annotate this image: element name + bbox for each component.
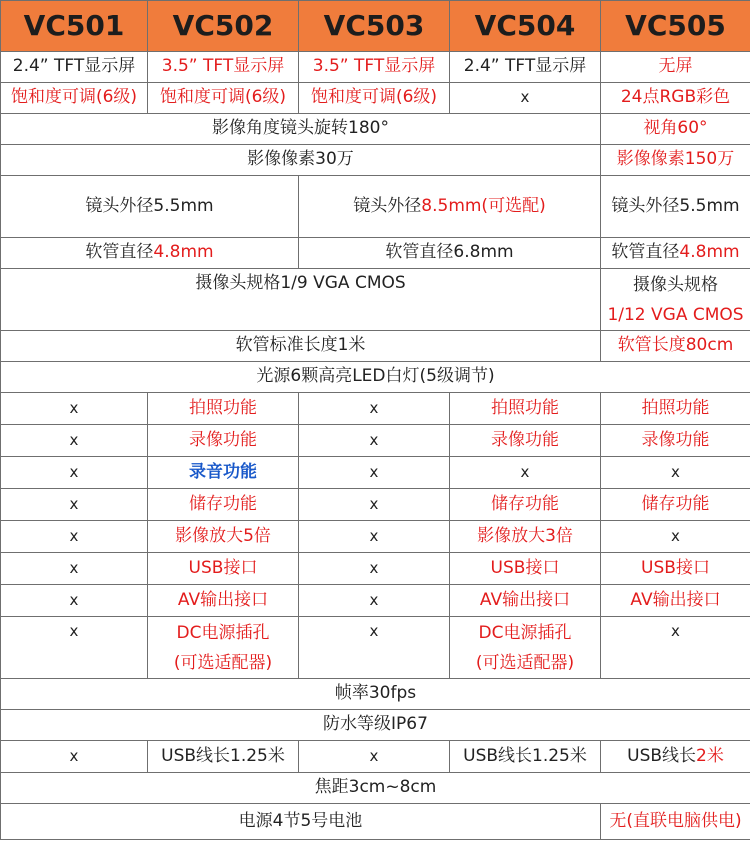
- cell: 2.4” TFT显示屏: [1, 52, 148, 83]
- cell: x: [1, 741, 148, 773]
- cell: x: [601, 457, 750, 489]
- cell: 储存功能: [148, 489, 299, 521]
- cell: 影像角度镜头旋转180°: [1, 114, 601, 145]
- cell: 视角60°: [601, 114, 750, 145]
- cell: 24点RGB彩色: [601, 83, 750, 114]
- cell: x: [299, 521, 450, 553]
- cell: 摄像头规格1/9 VGA CMOS: [1, 269, 601, 331]
- cell-highlight: 2米: [696, 745, 724, 766]
- cell-highlight: 1/12 VGA CMOS: [607, 304, 744, 325]
- cell: 影像放大3倍: [450, 521, 601, 553]
- cell: x: [1, 425, 148, 457]
- cell: x: [450, 83, 601, 114]
- cell: 3.5” TFT显示屏: [148, 52, 299, 83]
- focus-row: [1, 773, 750, 804]
- cell: USB接口: [450, 553, 601, 585]
- cell: 光源6颗高亮LED白灯(5级调节): [1, 362, 750, 393]
- cell: 帧率30fps: [1, 679, 750, 710]
- cell: 影像像素30万: [1, 145, 601, 176]
- power-row: [1, 804, 750, 840]
- model-header: VC502: [148, 1, 299, 52]
- cell: AV输出接口: [450, 585, 601, 617]
- feature-row: [1, 489, 750, 521]
- cell-text: USB线长: [627, 745, 697, 766]
- cell: x: [299, 425, 450, 457]
- cell-text: 软管直径: [611, 242, 680, 263]
- cell-highlight: 8.5mm(可选配): [421, 195, 546, 216]
- cell: [601, 741, 750, 773]
- cell: AV输出接口: [601, 585, 750, 617]
- cell: 拍照功能: [601, 393, 750, 425]
- cell: x: [299, 393, 450, 425]
- cell: x: [450, 457, 601, 489]
- cell: 防水等级IP67: [1, 710, 750, 741]
- cell-text: (可选适配器): [475, 652, 575, 673]
- cell: x: [1, 617, 148, 679]
- feature-row: [1, 585, 750, 617]
- cell: 无屏: [601, 52, 750, 83]
- angle-row: [1, 114, 750, 145]
- model-header: VC503: [299, 1, 450, 52]
- cell-text: DC电源插孔: [478, 622, 572, 643]
- cell: 镜头外径5.5mm: [601, 176, 750, 238]
- cell: 拍照功能: [148, 393, 299, 425]
- model-header: VC501: [1, 1, 148, 52]
- cell: 录音功能: [148, 457, 299, 489]
- cell: x: [299, 585, 450, 617]
- cell: 录像功能: [601, 425, 750, 457]
- cell: x: [299, 489, 450, 521]
- ip-row: [1, 710, 750, 741]
- feature-row: [1, 457, 750, 489]
- camera-row: [1, 269, 750, 331]
- cell: [450, 617, 601, 679]
- cell: x: [1, 393, 148, 425]
- cell: 软管直径6.8mm: [299, 238, 601, 269]
- cell: [148, 617, 299, 679]
- cell: x: [1, 489, 148, 521]
- cell-text: DC电源插孔: [176, 622, 270, 643]
- cell: USB线长1.25米: [450, 741, 601, 773]
- cell: x: [1, 553, 148, 585]
- cell-text: 软管直径: [85, 242, 154, 263]
- pixel-row: [1, 145, 750, 176]
- cell: 储存功能: [450, 489, 601, 521]
- cell: x: [299, 617, 450, 679]
- cell: [601, 238, 750, 269]
- cell: [601, 269, 750, 331]
- cell: 录像功能: [148, 425, 299, 457]
- header-row: [1, 1, 750, 52]
- cell: 饱和度可调(6级): [148, 83, 299, 114]
- feature-row: [1, 425, 750, 457]
- cell: 3.5” TFT显示屏: [299, 52, 450, 83]
- feature-row: [1, 553, 750, 585]
- cell: 电源4节5号电池: [1, 804, 601, 840]
- cell: x: [1, 521, 148, 553]
- cell: 储存功能: [601, 489, 750, 521]
- lens-row: [1, 176, 750, 238]
- dc-row: [1, 617, 750, 679]
- cell: 镜头外径5.5mm: [1, 176, 299, 238]
- feature-row: [1, 521, 750, 553]
- cell-highlight: 4.8mm: [679, 242, 740, 263]
- cell: 影像放大5倍: [148, 521, 299, 553]
- cell: [1, 238, 299, 269]
- saturation-row: [1, 83, 750, 114]
- feature-row: [1, 393, 750, 425]
- tube-diameter-row: [1, 238, 750, 269]
- model-header: VC505: [601, 1, 750, 52]
- cell: 饱和度可调(6级): [299, 83, 450, 114]
- cell: x: [1, 457, 148, 489]
- cell: 录像功能: [450, 425, 601, 457]
- cell: AV输出接口: [148, 585, 299, 617]
- cell: x: [1, 585, 148, 617]
- cell-text: (可选适配器): [173, 652, 273, 673]
- usb-length-row: [1, 741, 750, 773]
- cell: 软管长度80cm: [601, 331, 750, 362]
- cell: x: [601, 617, 750, 679]
- light-row: [1, 362, 750, 393]
- cell-highlight: 4.8mm: [153, 242, 214, 263]
- model-header: VC504: [450, 1, 601, 52]
- cell: 软管标准长度1米: [1, 331, 601, 362]
- cell: USB线长1.25米: [148, 741, 299, 773]
- cell: [299, 176, 601, 238]
- fps-row: [1, 679, 750, 710]
- cell: USB接口: [148, 553, 299, 585]
- cell: 无(直联电脑供电): [601, 804, 750, 840]
- cell-text: 镜头外径: [353, 195, 422, 216]
- cell: 饱和度可调(6级): [1, 83, 148, 114]
- cell: x: [299, 553, 450, 585]
- cell: USB接口: [601, 553, 750, 585]
- cell: 影像像素150万: [601, 145, 750, 176]
- cell: x: [601, 521, 750, 553]
- cell: x: [299, 457, 450, 489]
- cell: 2.4” TFT显示屏: [450, 52, 601, 83]
- cell: x: [299, 741, 450, 773]
- screen-row: [1, 52, 750, 83]
- cell: 焦距3cm~8cm: [1, 773, 750, 804]
- tube-length-row: [1, 331, 750, 362]
- cell: 拍照功能: [450, 393, 601, 425]
- cell-text: 摄像头规格: [633, 274, 718, 295]
